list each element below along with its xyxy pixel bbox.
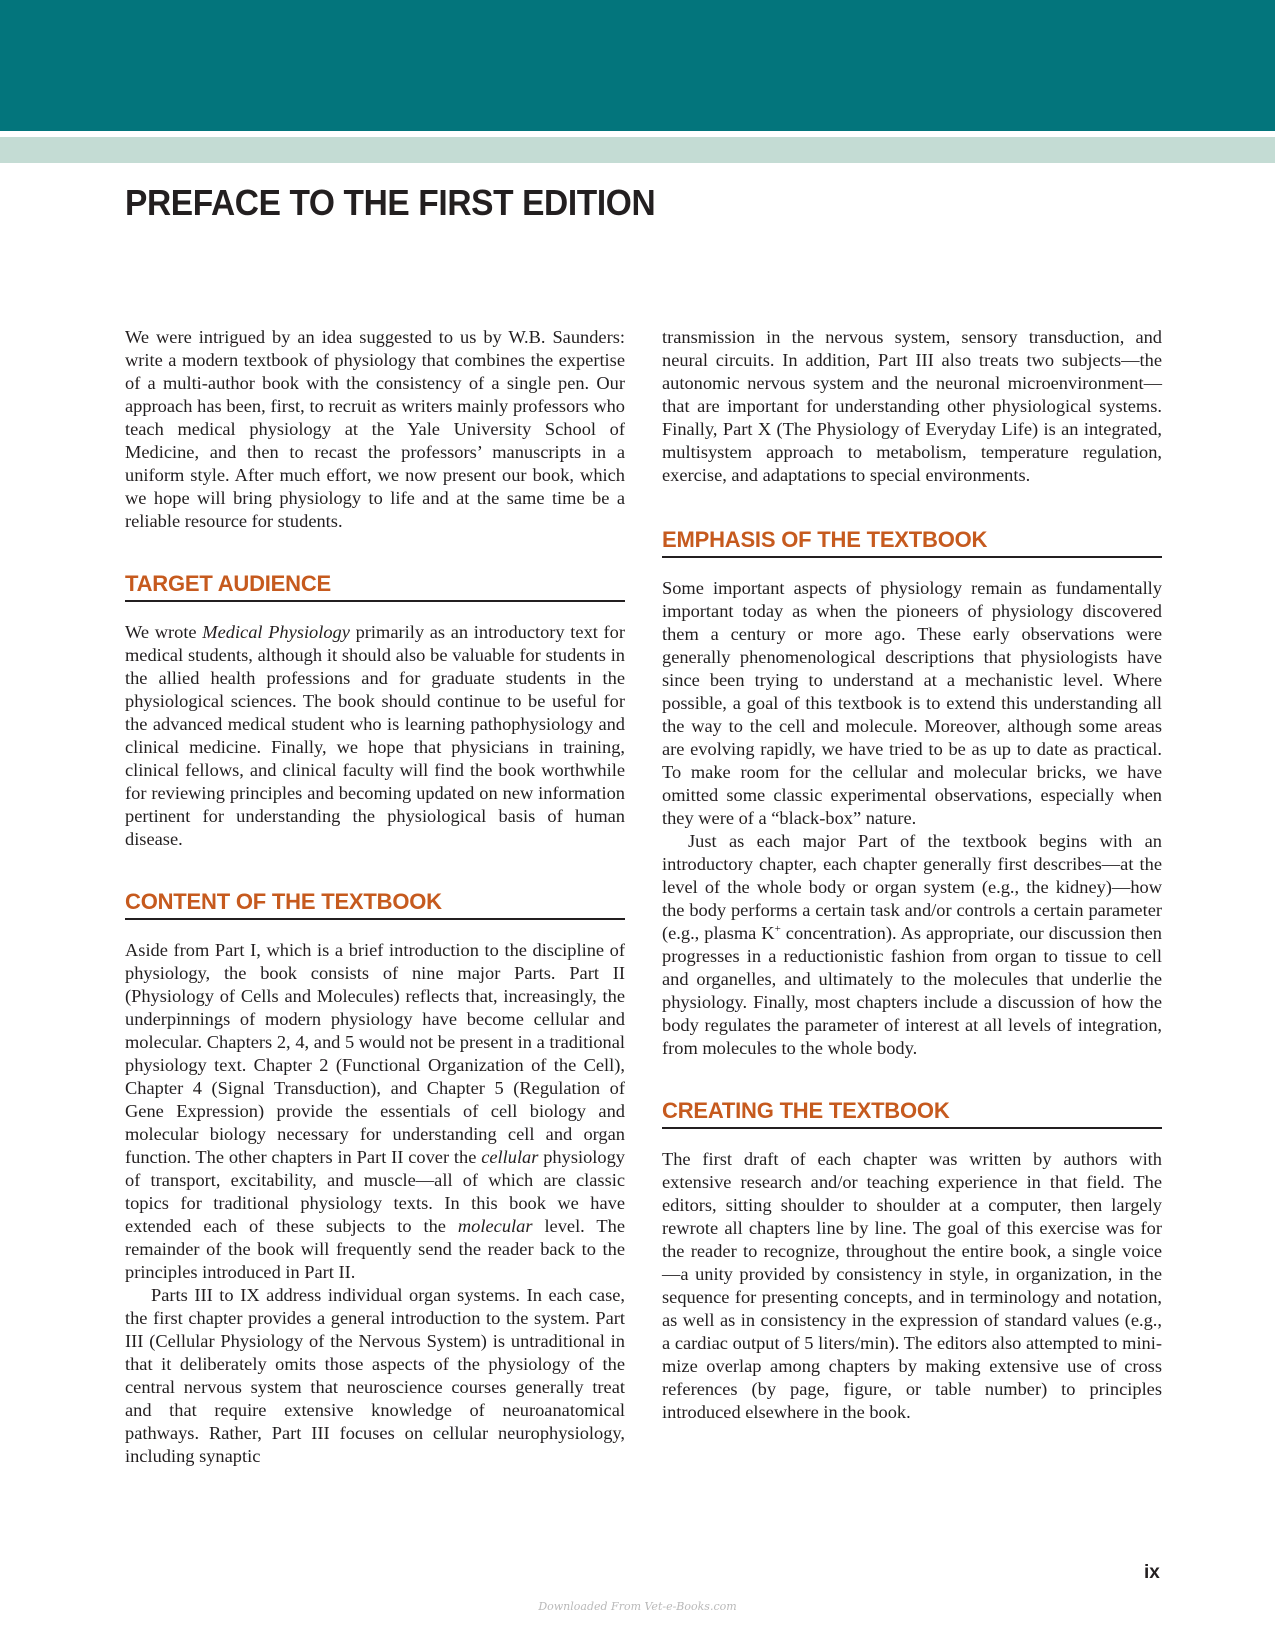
header-band [0,0,1275,131]
page-title: PREFACE TO THE FIRST EDITION [125,182,656,223]
left-column [125,326,625,1468]
target-audience-paragraph: We wrote Medical Physiology primarily as an introductory text for medical students, although it should also be valuable for students in the allied health professions and for graduate students in the physiological sciences. The book should continue to be useful for the advanced medical student who is learning pathophysiology and clinical medicine. Finally, we hope that physicians in training, clinical fellows, and clinical faculty will find the book worthwhile for reviewing principles and becoming updated on new information pertinent for understanding the physiological basis of human disease. [125,622,625,849]
header-stripe [0,137,1275,163]
heading-target-audience: TARGET AUDIENCE [125,571,625,602]
right-column [662,326,1162,1424]
heading-emphasis-of-textbook: EMPHASIS OF THE TEXTBOOK [662,527,1162,558]
content-paragraph-1: Aside from Part I, which is a brief introduction to the discipline of physiology, the book consists of nine major Parts. Part II (Physiology of Cells and Molecules) reflects that, increasingly, the underpinnings of modern physiology have become cellular and molecular. Chapters 2, 4, and 5 would not be present in a traditional physiology text. Chapter 2 (Functional Organization of the Cell), Chapter 4 (Signal Transduction), and Chapter 5 (Regulation of Gene Expression) provide the essentials of cell biology and molecular biology necessary for understanding cell and organ function. The other chapters in Part II cover the cellular physiology of transport, excitability, and muscle—all of which are classic topics for traditional physiology texts. In this book we have extended each of these subjects to the molecular level. The remainder of the book will frequently send the reader back to the principles introduced in Part II. [125,940,625,1282]
intro-paragraph: We were intrigued by an idea suggested to us by W.B. Saunders: write a modern textbook of physiology that combines the expertise of a multi-author book with the consistency of a single pen. Our approach has been, first, to recruit as writers mainly professors who teach medical physiology at the Yale University School of Medicine, and then to recast the professors’ manuscripts in a uniform style. After much effort, we now present our book, which we hope will bring physiology to life and at the same time be a reliable resource for students. [125,327,625,531]
page-number: ix [1144,1562,1160,1583]
creating-paragraph: The first draft of each chapter was written by authors with extensive research and/or teaching experience in that field. The editors, sitting shoulder to shoulder at a computer, then largely rewrote all chapters line by line. The goal of this exercise was for the reader to recognize, throughout the entire book, a single voice—a unity provided by consistency in style, in organization, in the sequence for presenting concepts, and in terminology and notation, as well as in consistency in the expression of standard values (e.g., a cardiac output of 5 liters/min). The editors also attempted to minimize overlap among chapters by making extensive use of cross references (by page, figure, or table number) to principles introduced elsewhere in the book. [662,1149,1162,1422]
emphasis-paragraph-2: Just as each major Part of the textbook begins with an introductory chapter, each chapter generally first describes—at the level of the whole body or organ system (e.g., the kidney)—how the body performs a certain task and/or controls a certain parameter (e.g., plasma K+ concentration). As appropriate, our discussion then progresses in a reductionistic fashion from organ to tissue to cell and organelles, and ultimately to the molecules that underlie the physiology. Finally, most chapters include a discussion of how the body regulates the parameter of interest at all levels of integration, from molecules to the whole body. [662,831,1162,1058]
heading-content-of-textbook: CONTENT OF THE TEXTBOOK [125,889,625,920]
watermark: Downloaded From Vet-e-Books.com [538,1600,737,1613]
heading-creating-textbook: CREATING THE TEXTBOOK [662,1098,1162,1129]
emphasis-paragraph-1: Some important aspects of physiology remain as fundamentally important today as when the pioneers of physiology discovered them a century or more ago. These early observations were generally phenomenological descriptions that physiologists have since been trying to understand at a mechanistic level. Where possible, a goal of this textbook is to extend this understanding all the way to the cell and molecule. Moreover, although some areas are evolving rapidly, we have tried to be as up to date as practical. To make room for the cellular and molecular bricks, we have omitted some classic experimental observations, especially when they were of a “black-box” nature. [662,578,1162,828]
content-paragraph-2-continued: transmission in the nervous system, sensory transduction, and neural circuits. In addition, Part III also treats two subjects—the autonomic nervous system and the neuronal microenvironment—that are important for understanding other physiological systems. Finally, Part X (The Physiology of Everyday Life) is an integrated, multisystem approach to metabolism, temperature regulation, exercise, and adaptations to special environments. [662,327,1162,485]
content-paragraph-2: Parts III to IX address individual organ systems. In each case, the first chapter provides a general introduction to the system. Part III (Cellular Physiology of the Nervous System) is untraditional in that it deliberately omits those aspects of the physiology of the central nervous system that neuroscience courses generally treat and that require extensive knowledge of neuroanatomical pathways. Rather, Part III focuses on cellular neurophysiology, including synaptic [125,1285,625,1466]
